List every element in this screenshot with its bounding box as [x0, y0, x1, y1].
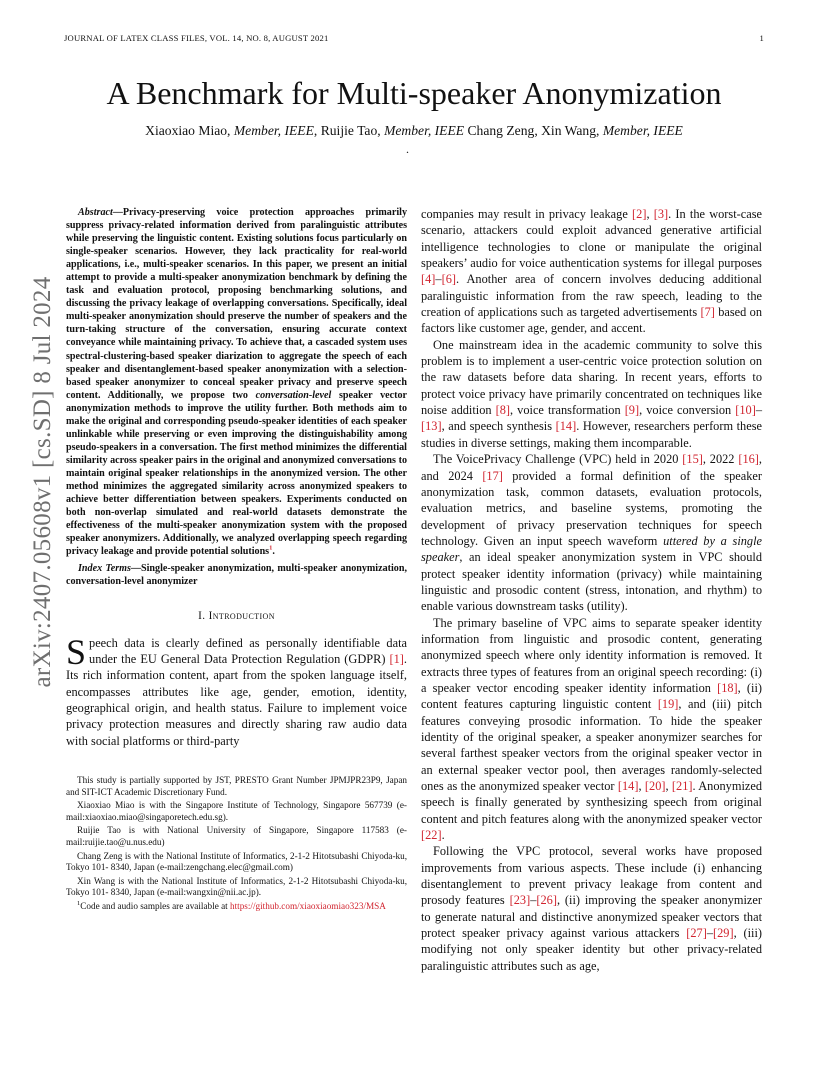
body-paragraph-2: [421, 337, 762, 451]
body-paragraph-3: [421, 451, 762, 614]
text: .: [441, 828, 445, 843]
citation[interactable]: [4]: [421, 272, 436, 287]
footnote-mark[interactable]: 1: [269, 544, 273, 552]
footnote-author-4: Xin Wang is with the National Institute of Informatics, 2-1-2 Hitotsubashi Chiyoda-ku, Tokyo 101- 8340, Japan (e-mail:wangxin@nii.ac.jp).: [66, 875, 407, 898]
citation[interactable]: [18]: [717, 680, 738, 695]
text: –: [706, 926, 713, 941]
text: based on factors like customer age, gender, and accent.: [421, 305, 762, 336]
citation[interactable]: [27]: [686, 926, 707, 941]
citation[interactable]: [17]: [482, 468, 503, 483]
abstract-text-2: speaker vector anonymization methods to improve the utility further. Both methods aim to make the original and corresponding pseudo-speaker identities of each speaker unlinkable while preserving or even improving the distinguishability among pseudo-speakers in a conversation. The first method minimizes the differential similarity across speaker pairs in the original and anonymized conversations to maintain original speaker relationships in the anonymized version. The other method minimizes the aggregated similarity across anonymized speakers to achieve better differentiation between speakers. Experiments conducted on both non-overlap simulated and real-world datasets demonstrate the effectiveness of the multi-speaker anonymization system with the proposed speaker anonymizers. Additionally, we analyzed overlapping speech regarding privacy leakage and provide potential solutions: [66, 389, 407, 558]
text: . Another area of concern involves deducing additional paralinguistic information from the raw speech, leading to the creation of applications such as targeted advertisements: [421, 272, 762, 320]
abstract-emphasis: conversation-level: [255, 389, 332, 401]
footnote-author-2: Ruijie Tao is with National University of Singapore, Singapore 117583 (e-mail:ruijie.tao@u.nus.edu): [66, 825, 407, 848]
text: , voice conversion: [639, 403, 736, 418]
body-paragraph-5: [421, 843, 762, 974]
text: –: [530, 893, 537, 908]
text: , an ideal speaker anonymization system in VPC should protect speaker identity information (privacy) while maintaining linguistic and prosodic content (stress, intonation, and rhythm) to enable various downstream tasks (utility).: [421, 550, 762, 614]
citation[interactable]: [23]: [509, 893, 531, 908]
author-list: [40, 122, 788, 140]
citation[interactable]: [29]: [712, 926, 734, 941]
citation[interactable]: [3]: [653, 207, 669, 221]
citation[interactable]: [8]: [495, 403, 511, 418]
footnote-code-mark: 1: [77, 899, 81, 907]
right-column: [421, 206, 762, 974]
index-terms: [66, 562, 407, 588]
text: , (iii) modifying not only speaker identity but other privacy-related paralinguistic attributes such as age,: [421, 926, 763, 973]
text: The primary baseline of VPC aims to separate speaker identity information from linguistic and prosodic content, generating anonymized speech where only identity information is removed. It extracts three types of features from an original speech recording: (i) a speaker vector encoding speaker identity information: [421, 615, 762, 695]
author-4-role: Member, IEEE: [602, 123, 683, 138]
citation[interactable]: [9]: [624, 403, 640, 418]
footnote-funding: This study is partially supported by JST, PRESTO Grant Number JPMJPR23P9, Japan and SIT-ICT Academic Discretionary Fund.: [66, 775, 407, 797]
text: . Anonymized speech is finally generated by synthesizing speech from original content and pitch features along with the anonymized speaker vector: [421, 779, 763, 826]
author-2: , Ruijie Tao,: [313, 123, 385, 138]
citation[interactable]: [10]: [735, 403, 756, 418]
index-terms-lead: Index Terms: [78, 563, 131, 575]
text: companies may result in privacy leakage: [421, 207, 633, 221]
intro-text-1: peech data is clearly defined as personally identifiable data under the EU General Data Protection Regulation (GDPR): [89, 635, 407, 667]
page-number: 1: [759, 33, 764, 43]
author-2-role: Member, IEEE: [384, 123, 465, 138]
citation[interactable]: [1]: [389, 652, 404, 667]
citation[interactable]: [2]: [632, 207, 647, 221]
text: –: [755, 403, 762, 418]
abstract-lead: Abstract: [78, 207, 113, 218]
citation[interactable]: [22]: [421, 828, 442, 843]
author-1-role: Member, IEEE: [233, 123, 314, 138]
author-1: Xiaoxiao Miao,: [145, 123, 234, 138]
citation[interactable]: [26]: [536, 893, 557, 908]
citation[interactable]: [16]: [738, 452, 759, 467]
citation[interactable]: [21]: [671, 779, 693, 794]
abstract-text-1: —Privacy-preserving voice protection approaches primarily suppress privacy-related information derived from paralinguistic attributes while preserving the linguistic content. Existing solutions focus particularly on single-speaker scenarios. However, they lack practicality for real-world applications, i.e., multi-speaker scenarios. In this paper, we present an initial attempt to provide a multi-speaker anonymization benchmark by defining the task and evaluation protocol, proposing benchmarking solutions, and discussing the privacy leakage of overlapping conversations. Specifically, ideal multi-speaker anonymization should preserve the number of speakers and the turn-taking structure of the conversation, ensuring accurate context conveyance while maintaining privacy. To achieve that, a cascaded system uses spectral-clustering-based speaker diarization to aggregate the speech of each speaker and disentanglement-based speaker anonymization with a selection-based speaker anonymizer to conceal speaker privacy and preserve speech content. Additionally, we propose two: [66, 207, 407, 401]
text: ,: [646, 207, 654, 221]
citation[interactable]: [6]: [441, 272, 456, 287]
text: –: [435, 272, 442, 287]
section-heading-introduction: [66, 608, 407, 624]
intro-text-2: . Its rich information content, apart from the spoken language itself, encompasses attributes like age, gender, emotion, identity, geographical origin, and health status. Failure to implement voice privacy protection measures and directly sharing raw audio data with social platforms or third-party: [66, 652, 407, 748]
footnote-code-text: Code and audio samples are available at: [80, 901, 230, 912]
index-terms-text: —Single-speaker anonymization, multi-speaker anonymization, conversation-level anonymizer: [66, 563, 407, 588]
section-title: Introduction: [208, 610, 275, 623]
footnote-author-1: Xiaoxiao Miao is with the Singapore Institute of Technology, Singapore 567739 (e-mail:xiaoxiao.miao@singaporetech.edu.sg).: [66, 800, 407, 822]
body-paragraph-4: [421, 615, 762, 844]
abstract-end: .: [272, 546, 275, 558]
text: , and 2024: [421, 452, 762, 483]
emphasis: uttered by a single speaker: [421, 533, 762, 565]
citation[interactable]: [13]: [421, 419, 442, 434]
github-link[interactable]: https://github.com/xiaoxiaomiao323/MSA: [230, 901, 386, 912]
text: , 2022: [702, 452, 739, 467]
text: One mainstream idea in the academic community to solve this problem is to implement a user-centric voice protection solution on the raw datasets before data sharing. In recent years, efforts to protect voice privacy have primarily concentrated on techniques like noise addition: [421, 337, 762, 418]
drop-cap: S: [66, 631, 87, 672]
text: . In the worst-case scenario, attackers could exploit advanced generative artificial intelligence technologies to clone or manipulate the original speakers’ audio for voice authentication systems for illegal purposes: [421, 207, 762, 271]
text: Following the VPC protocol, several works have proposed improvements from various aspects. These include (i) enhancing disentanglement to prevent privacy leakage from content and prosody features: [421, 844, 762, 908]
text: , and (iii) pitch features conveying prosodic information. To hide the speaker identity of the original speaker, a speaker anonymizer searches for several farthest speaker vectors from the original speaker vector in an external speaker vector pool, then averages randomly-selected ones as the anonymized speaker vector: [421, 697, 763, 794]
text: , and speech synthesis: [441, 419, 556, 434]
arxiv-identifier: arXiv:2407.05608v1 [cs.SD] 8 Jul 2024: [29, 276, 56, 688]
author-dot: .: [406, 142, 409, 156]
journal-name: JOURNAL OF LATEX CLASS FILES, VOL. 14, NO. 8, AUGUST 2021: [64, 33, 329, 43]
text: , (ii) improving the speaker anonymizer to generate natural and distinctive anonymized speaker vectors that protect speaker privacy against various attackers: [421, 893, 762, 941]
footnote-author-3: Chang Zeng is with the National Institute of Informatics, 2-1-2 Hitotsubashi Chiyoda-ku, Tokyo 101- 8340, Japan (e-mail:zengchang.elec@gmail.com): [66, 850, 407, 873]
paper-title: A Benchmark for Multi-speaker Anonymization: [106, 75, 722, 111]
citation[interactable]: [20]: [644, 779, 666, 794]
author-3-4: Chang Zeng, Xin Wang,: [464, 123, 603, 138]
section-number: I.: [198, 610, 209, 623]
citation[interactable]: [19]: [657, 697, 679, 712]
intro-paragraph: [66, 631, 407, 749]
text: , voice transformation: [510, 403, 625, 418]
text: . However, researchers perform these studies in diverse settings, making them incomparable.: [421, 419, 762, 450]
footnotes: [66, 775, 407, 913]
text: The VoicePrivacy Challenge (VPC) held in 2020: [433, 452, 683, 467]
abstract: [66, 206, 407, 558]
text: , (ii) content features capturing linguistic content: [421, 680, 763, 712]
text: ,: [638, 779, 645, 794]
text: ,: [665, 779, 672, 794]
citation[interactable]: [14]: [555, 419, 577, 434]
footnote-code: [66, 901, 407, 913]
citation[interactable]: [15]: [682, 452, 703, 467]
left-column: [66, 206, 407, 915]
text: provided a formal definition of the speaker anonymization task, common datasets, evaluation protocols, evaluation metrics, and baseline systems, promoting the development of privacy preservation techniques for speech technology. Given an input speech waveform: [421, 468, 762, 548]
citation[interactable]: [14]: [617, 779, 639, 794]
body-paragraph-1: [421, 206, 762, 337]
running-header: [64, 33, 764, 47]
citation[interactable]: [7]: [700, 305, 715, 320]
